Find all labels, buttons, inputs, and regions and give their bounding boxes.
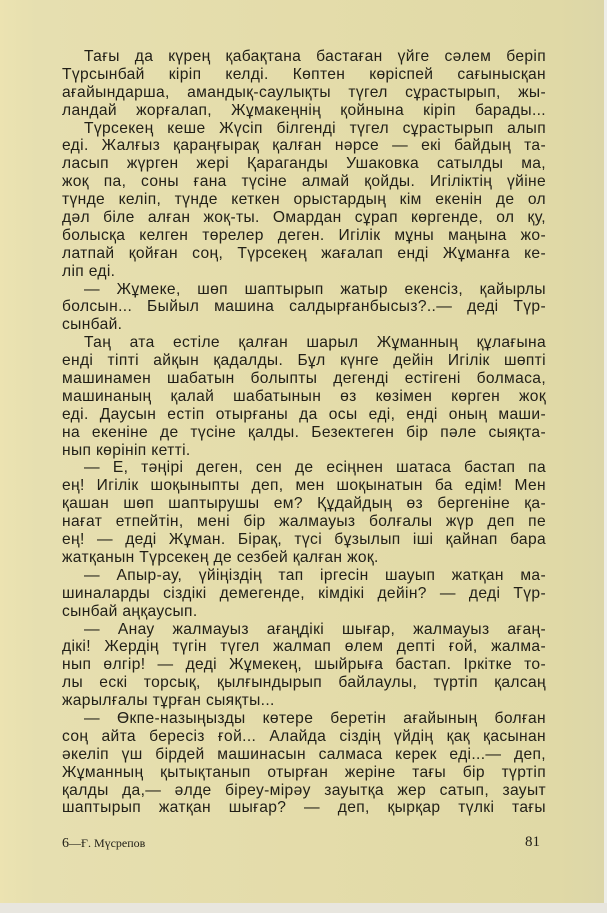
page-edge-bottom: [0, 903, 607, 913]
text-line: Жұманның қытықтанып отырған жеріне тағы бір түртіп: [62, 763, 546, 781]
text-line: — Өкпе-назыңызды көтере беретін ағайының болған: [84, 709, 546, 727]
signature-number: 6: [62, 836, 69, 851]
text-line: машинамен шабатын болыпты дегенді естігені болмаса,: [62, 370, 546, 388]
text-line: машинаның қалай шабатынын өз көзімен көрген жоқ: [62, 387, 546, 405]
text-line: соң айта бересіз ғой... Алайда сіздің үйдің қақ қасынан: [62, 727, 546, 745]
text-line: — Анау жалмауыз ағаңдікі шығар, жалмауыз ағаң-: [84, 620, 546, 638]
text-line: на екеніне де түсіне қалды. Безектеген бір пәле сыяқта-: [62, 423, 546, 441]
text-line: ең! — деді Жұман. Бірақ, түсі бұзылып іші қайнап бара: [62, 531, 546, 549]
body-text: [62, 48, 546, 817]
text-line: ліп еді.: [62, 262, 116, 280]
text-line: ең! Игілік шоқыныпты деп, мен шоқынатын ба едім! Мен: [62, 477, 546, 495]
text-line: дікі! Жердің түгін түгел жалмап өлем депті ғой, жалма-: [62, 638, 546, 656]
text-line: еді. Жалғыз қараңғырақ қалған нәрсе — екі байдың та-: [62, 137, 546, 155]
text-line: жоқ па, соны ғана түсіне алмай қойды. Игіліктің үйіне: [62, 173, 546, 191]
text-line: Түрсекең кеше Жүсіп білгенді түгел сұрастырып алып: [84, 119, 546, 137]
signature-author: —Ғ. Мүсрепов: [69, 836, 146, 850]
text-line: әкеліп үш бірдей машинасын салмаса керек еді...— деп,: [62, 745, 546, 763]
text-line: — Е, тәңірі деген, сен де есіңнен шатаса бастап па: [84, 459, 546, 477]
text-line: болысқа келген төрелер деген. Игілік мұны маңына жо-: [62, 226, 546, 244]
text-line: сынбай аңқаусып.: [62, 602, 198, 620]
text-line: Таң ата естіле қалған шарыл Жұманның құлағына: [84, 334, 546, 352]
text-line: еді. Даусын естіп отырғаны да осы еді, енді оның маши-: [62, 405, 546, 423]
text-line: — Апыр-ау, үйіңіздің тап іргесін шауып жатқан ма-: [84, 566, 546, 584]
text-line: шаптырып жатқан шығар? — деп, қырқар түлкі тағы: [62, 799, 546, 817]
text-line: жарылғалы тұрған сыяқты...: [62, 692, 275, 710]
text-line: латпай қойған соң, Түрсекең жағалап енді Жұманға ке-: [62, 244, 546, 262]
text-line: түнде келіп, түнде кеткен орыстардың кім екенін де ол: [62, 191, 546, 209]
page-number: 81: [525, 834, 540, 850]
text-line: нағат етпейтін, мені бір жалмауыз болғалы жүр деп пе: [62, 513, 546, 531]
text-line: нып өлгір! — деді Жұмекең, шыйрыға бастап. Іркітке то-: [62, 656, 546, 674]
text-line: шиналарды сіздікі демегенде, кімдікі дейін? — деді Түр-: [62, 584, 546, 602]
text-line: енді тіпті айқын қадалды. Бұл күнге дейін Игілік шөпті: [62, 352, 546, 370]
text-line: ағайындарша, амандық-саулықты түгел сұрастырып, жы-: [62, 83, 546, 101]
text-line: қалды да,— әлде біреу-мірәу зауытқа жер сатып, зауыт: [62, 781, 546, 799]
text-line: ландай жорғалап, Жұмакеңнің қойнына кіріп барады...: [62, 101, 546, 119]
text-line: жатқанын Түрсекең де сезбей қалған жоқ.: [62, 548, 379, 566]
text-line: Тағы да күрең қабақтана бастаған үйге сәлем беріп: [84, 48, 546, 65]
text-line: ласып жүрген жері Қараганды Ушаковка сатылды ма,: [62, 155, 546, 173]
text-line: — Жұмеке, шөп шаптырып жатыр екенсіз, қайырлы: [84, 280, 546, 298]
text-line: Түрсынбай кіріп келді. Көптен көріспей сағынысқан: [62, 65, 546, 83]
text-line: қашан шөп шаптырушы ем? Құдайдың өз бергеніне қа-: [62, 495, 546, 513]
text-line: болсын... Быйыл машина салдырғанбысыз?..— деді Түр-: [62, 298, 546, 316]
text-line: нып көрініп кетті.: [62, 441, 191, 459]
text-line: лы ескі торсық, қылғындырып байлаулы, түртіп қалсаң: [62, 674, 546, 692]
text-line: сынбай.: [62, 316, 123, 334]
signature-mark: [62, 836, 145, 852]
text-line: дәл біле алған жоқ-ты. Омардан сұрап көргенде, ол қу,: [62, 209, 546, 227]
